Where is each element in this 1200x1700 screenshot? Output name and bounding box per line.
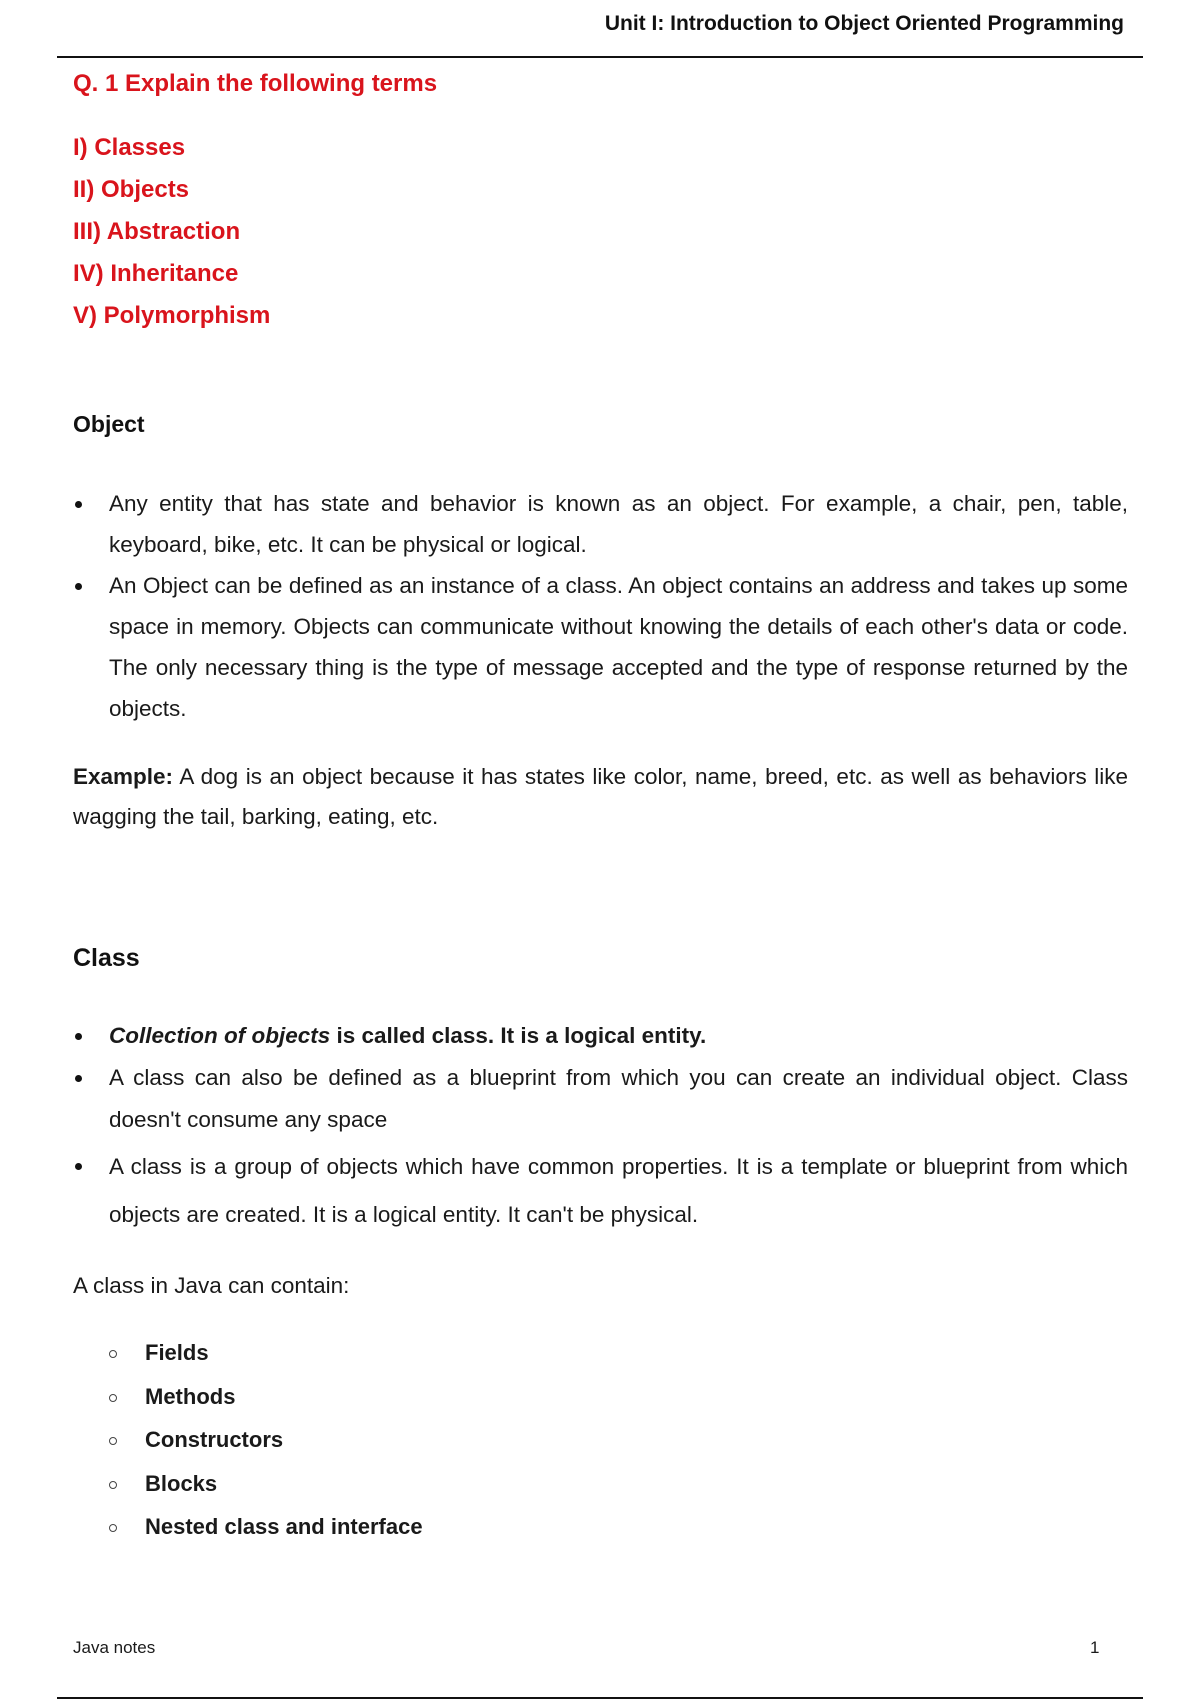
- header-rule: [57, 56, 1143, 58]
- object-bullets: [73, 483, 1128, 729]
- example-label: Example:: [73, 764, 174, 789]
- class-bullets: [73, 1015, 1128, 1239]
- contain-intro: A class in Java can contain:: [73, 1273, 350, 1298]
- bullet-italic-text: Collection of objects: [109, 1023, 331, 1048]
- list-item: [109, 1423, 423, 1467]
- term-item: IV) Inheritance: [73, 260, 239, 287]
- footer-rule: [57, 1697, 1143, 1699]
- list-item: [109, 1510, 423, 1554]
- terms-list: [73, 131, 270, 341]
- list-item: [109, 1467, 423, 1511]
- circle-bullet-icon: [109, 1524, 117, 1532]
- list-item: [109, 1380, 423, 1424]
- bullet-text: is called class. It is a logical entity.: [330, 1023, 707, 1048]
- circle-bullet-icon: [109, 1350, 117, 1358]
- page-number: 1: [1090, 1638, 1100, 1657]
- term-item: I) Classes: [73, 134, 186, 161]
- term-item: III) Abstraction: [73, 218, 241, 245]
- class-heading: Class: [73, 944, 140, 972]
- list-item: [109, 1336, 423, 1380]
- class-contents-list: [109, 1336, 423, 1554]
- bullet-item: [73, 1015, 1128, 1057]
- list-item-label: Constructors: [145, 1427, 284, 1453]
- bullet-item: A class is a group of objects which have common properties. It is a template or blueprint from which objects are created. It is a logical entity. It can't be physical.: [73, 1143, 1128, 1239]
- example-paragraph: [73, 757, 1128, 837]
- question-title: Q. 1 Explain the following terms: [73, 70, 438, 97]
- circle-bullet-icon: [109, 1481, 117, 1489]
- circle-bullet-icon: [109, 1437, 117, 1445]
- bullet-item: An Object can be defined as an instance of a class. An object contains an address and takes up some space in memory. Objects can communicate without knowing the details of each other's data or code. The only necessary thing is the type of message accepted and the type of response returned by the objects.: [73, 565, 1128, 729]
- term-item: V) Polymorphism: [73, 302, 271, 329]
- list-item-label: Methods: [145, 1383, 236, 1409]
- list-item-label: Fields: [145, 1340, 209, 1365]
- bullet-item: Any entity that has state and behavior is known as an object. For example, a chair, pen, table, keyboard, bike, etc. It can be physical or logical.: [73, 483, 1128, 565]
- bullet-item: A class can also be defined as a blueprint from which you can create an individual object. Class doesn't consume any space: [73, 1057, 1128, 1141]
- object-heading: Object: [73, 411, 145, 437]
- example-text: A dog is an object because it has states like color, name, breed, etc. as well as behaviors like wagging the tail, barking, eating, etc.: [73, 764, 1128, 829]
- list-item-label: Nested class and interface: [145, 1514, 423, 1540]
- term-item: II) Objects: [73, 176, 190, 203]
- footer-note: Java notes: [73, 1638, 156, 1657]
- circle-bullet-icon: [109, 1394, 117, 1402]
- running-header: Unit I: Introduction to Object Oriented Programming: [604, 12, 1124, 35]
- list-item-label: Blocks: [145, 1470, 218, 1496]
